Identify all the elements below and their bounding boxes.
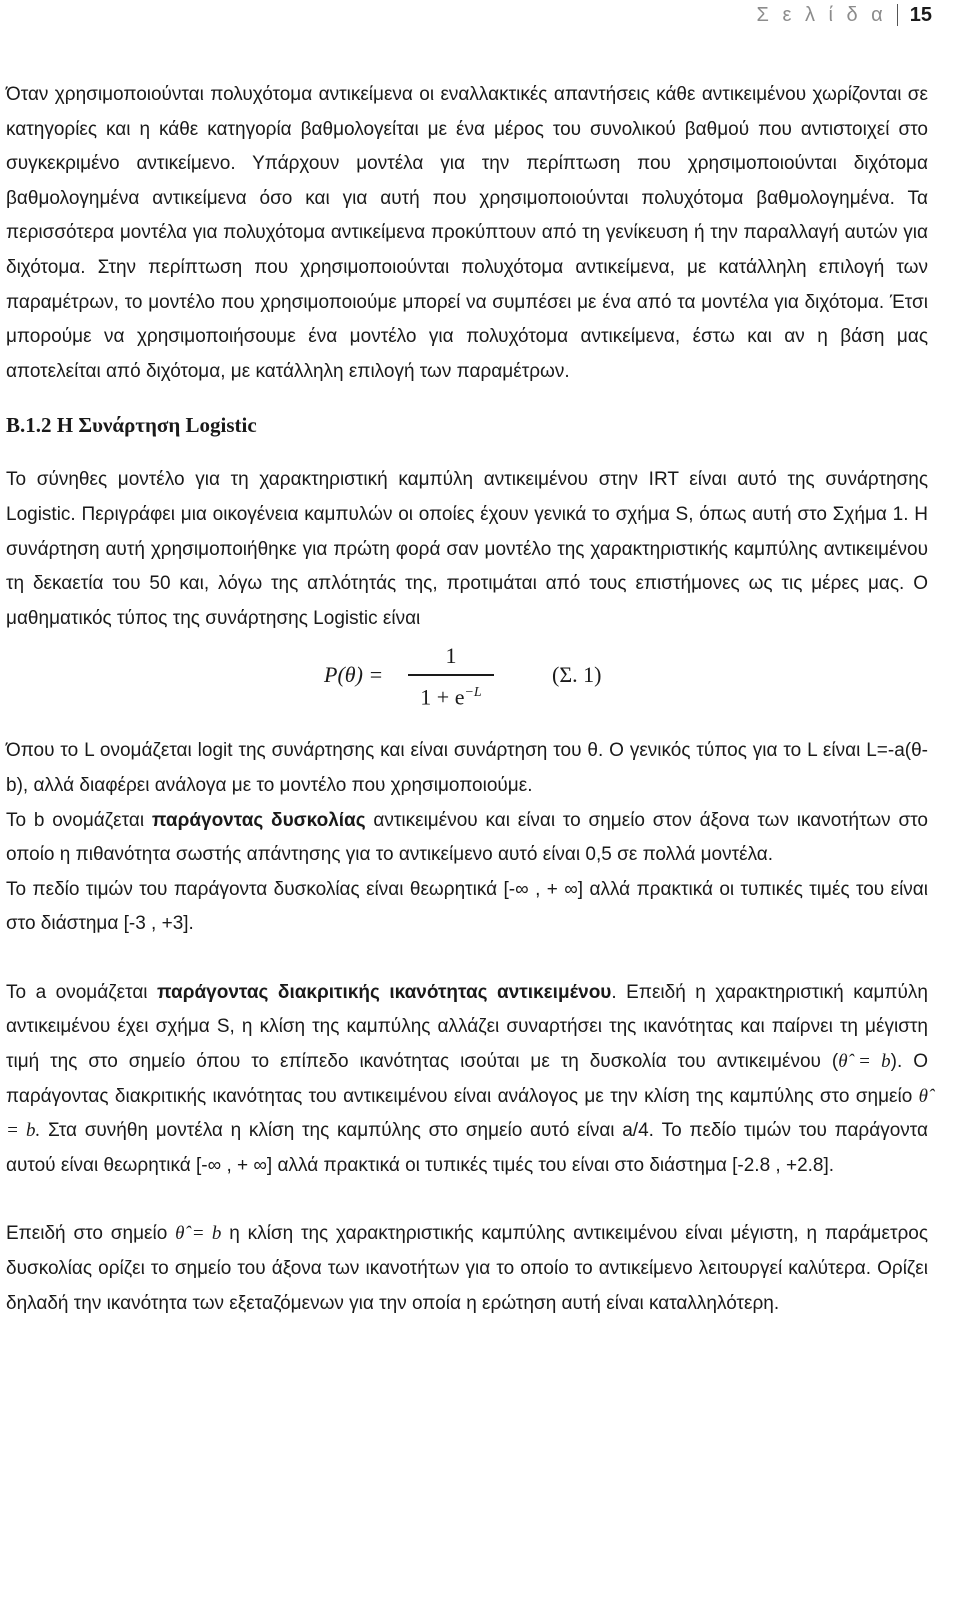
spacer <box>6 942 928 976</box>
page-header <box>757 0 932 30</box>
difficulty-text-post: αντικειμένου και είναι το σημείο στον άξονα των ικανοτήτων στο οποίο η πιθανότητα σωστής απάντησης για το αντικείμενο αυτό είναι 0,5 σε πολλά μοντέλα. <box>6 809 929 866</box>
paragraph-polytomous: Όταν χρησιμοποιούνται πολυχότομα αντικείμενα οι εναλλακτικές απαντήσεις κάθε αντικειμένου χωρίζονται σε κατηγορίες και η κάθε κατηγορία βαθμολογείται με ένα μέρος του συνολικού βαθμού που αντιστοιχεί στο συγκεκριμένο αντικείμενο. Υπάρχουν μοντέλα για την περίπτωση που χρησιμοποιούνται διχότομα βαθμολογημένα αντικείμενα όσο και για αυτή που χρησιμοποιούνται πολυχότομα βαθμολογημένα. Τα περισσότερα μοντέλα για πολυχότομα αντικείμενα προκύπτουν από τη γενίκευση ή την παραλλαγή αυτών για διχότομα. Στην περίπτωση που χρησιμοποιούνται πολυχότομα αντικείμενα, με κατάλληλη επιλογή των παραμέτρων, το μοντέλο που χρησιμοποιούμε μπορεί να συμπέσει με ένα από τα μοντέλα για διχότομα. Έτσι μπορούμε να χρησιμοποιήσουμε ένα μοντέλο για πολυχότομα αντικείμενα, έστω και αν η βάση μας αποτελείται από διχότομα, με κατάλληλη επιλογή των παραμέτρων. <box>6 84 928 382</box>
formula-exponent: −L <box>464 684 482 700</box>
formula-tag: (Σ. 1) <box>552 662 602 688</box>
spacer <box>6 1183 928 1217</box>
max-slope-text-pre: Επειδή στο σημείο <box>6 1223 176 1245</box>
math-theta-b-2: θ̂ = b. <box>6 1085 928 1142</box>
paragraph-difficulty-range: Το πεδίο τιμών του παράγοντα δυσκολίας είναι θεωρητικά [-∞ , + ∞] αλλά πρακτικά οι τυπικές τιμές του είναι στο διάστημα [-3 , +3]. <box>6 878 928 935</box>
difficulty-term: παράγοντας δυσκολίας <box>151 809 366 831</box>
paragraph-max-slope <box>6 1217 928 1321</box>
formula-denominator-wrap <box>408 678 494 708</box>
page-label: Σ ε λ ί δ α <box>756 3 887 26</box>
discrimination-text-pre: Το a ονομάζεται <box>6 981 158 1003</box>
math-theta-b-1: θ̂ = b <box>838 1051 891 1073</box>
formula-lhs: P(θ) = <box>324 662 384 688</box>
document-body <box>6 78 928 1321</box>
page-number: 15 <box>909 3 932 26</box>
difficulty-text-pre: Το b ονομάζεται <box>6 809 152 831</box>
formula-fraction <box>408 640 494 708</box>
paragraph-discrimination <box>6 976 928 1184</box>
discrimination-text-mid2: ). Ο παράγοντας διακριτικής ικανότητας του αντικειμένου είναι ανάλογος με την κλίση της καμπύλης στο σημείο <box>6 1051 928 1107</box>
logistic-formula <box>6 640 928 718</box>
formula-denominator: 1 + e <box>420 684 465 710</box>
math-theta-b-3: θ̂ = b <box>175 1223 222 1245</box>
max-slope-text-post: η κλίση της χαρακτηριστικής καμπύλης αντικειμένου είναι μέγιστη, η παράμετρος δυσκολίας ορίζει το σημείο του άξονα των ικανοτήτων για το οποίο το αντικείμενο λειτουργεί καλύτερα. Ορίζει δηλαδή την ικανότητα των εξεταζόμενων για την οποία η ερώτηση αυτή είναι καταλληλότερη. <box>6 1223 928 1314</box>
discrimination-term: παράγοντας διακριτικής ικανότητας αντικειμένου <box>157 981 612 1003</box>
section-heading: Β.1.2 Η Συνάρτηση Logistic <box>6 413 257 438</box>
header-divider <box>897 4 898 26</box>
discrimination-text-post: Στα συνήθη μοντέλα η κλίση της καμπύλης στο σημείο αυτό είναι a/4. Το πεδίο τιμών του παράγοντα αυτού είναι θεωρητικά [-∞ , + ∞] αλλά πρακτικά οι τυπικές τιμές του είναι στο διάστημα [-2.8 , +2.8]. <box>6 1120 929 1176</box>
discrimination-text-mid1: . Επειδή η χαρακτηριστική καμπύλη αντικειμένου έχει σχήμα S, η κλίση της καμπύλης αλλάζει συναρτήσει της ικανότητας και παίρνει τη μέγιστη τιμή της στο σημείο όπου το επίπεδο ικανότητας ισούται με τη δυσκολία του αντικειμένου ( <box>6 981 928 1073</box>
fraction-bar <box>408 674 494 676</box>
formula-numerator: 1 <box>445 643 457 669</box>
paragraph-difficulty <box>6 804 928 873</box>
paragraph-logistic-intro: Το σύνηθες μοντέλο για τη χαρακτηριστική καμπύλη αντικειμένου στην IRT είναι αυτό της συνάρτησης Logistic. Περιγράφει μια οικογένεια καμπυλών οι οποίες έχουν γενικά το σχήμα S, όπως αυτή στο Σχήμα 1. Η συνάρτηση αυτή χρησιμοποιήθηκε για πρώτη φορά σαν μοντέλο της χαρακτηριστικής καμπύλης αντικειμένου τη δεκαετία του 50 και, λόγω της απλότητάς της, προτιμάται από τους επιστήμονες ως τις μέρες μας. Ο μαθηματικός τύπος της συνάρτησης Logistic είναι <box>6 469 928 629</box>
paragraph-logit: Όπου το L ονομάζεται logit της συνάρτησης και είναι συνάρτηση του θ. Ο γενικός τύπος για το L είναι L=-a(θ-b), αλλά διαφέρει ανάλογα με το μοντέλο που χρησιμοποιούμε. <box>6 740 928 796</box>
